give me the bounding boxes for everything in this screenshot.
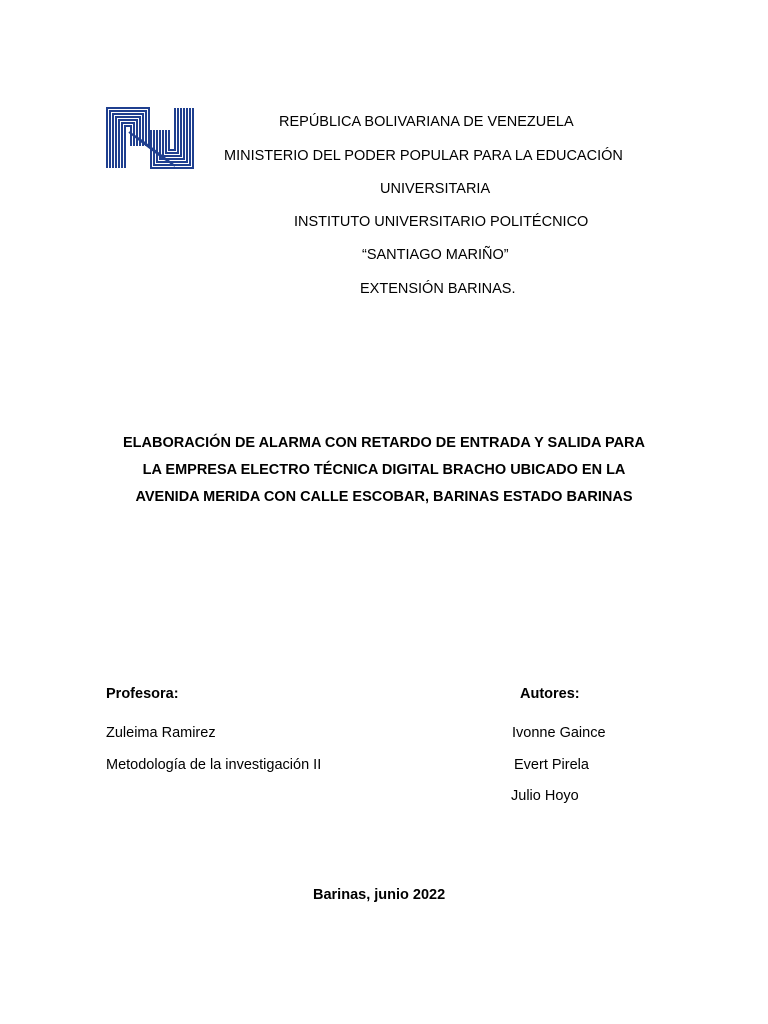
author-name: Julio Hoyo xyxy=(511,788,579,804)
title-line-1: ELABORACIÓN DE ALARMA CON RETARDO DE ENTRADA Y SALIDA PARA xyxy=(122,435,645,451)
subject-name: Metodología de la investigación II xyxy=(106,757,322,773)
authors-label: Autores: xyxy=(520,686,580,702)
header-republic: REPÚBLICA BOLIVARIANA DE VENEZUELA xyxy=(279,114,574,130)
header-university: UNIVERSITARIA xyxy=(380,181,491,197)
title-line-2: LA EMPRESA ELECTRO TÉCNICA DIGITAL BRACHO UBICADO EN LA xyxy=(142,462,626,478)
author-name: Ivonne Gaince xyxy=(512,725,606,741)
header-ministry: MINISTERIO DEL PODER POPULAR PARA LA EDUCACIÓN xyxy=(224,148,623,164)
author-name: Evert Pirela xyxy=(514,757,589,773)
professor-label: Profesora: xyxy=(106,686,179,702)
header-extension: EXTENSIÓN BARINAS. xyxy=(360,281,516,297)
document-title xyxy=(96,430,672,511)
professor-name: Zuleima Ramirez xyxy=(106,725,216,741)
title-line-3: AVENIDA MERIDA CON CALLE ESCOBAR, BARINAS ESTADO BARINAS xyxy=(135,489,633,505)
institution-logo xyxy=(105,106,195,170)
place-date: Barinas, junio 2022 xyxy=(313,887,446,903)
header-institute-name: “SANTIAGO MARIÑO” xyxy=(362,247,509,263)
header-institute: INSTITUTO UNIVERSITARIO POLITÉCNICO xyxy=(294,214,589,230)
